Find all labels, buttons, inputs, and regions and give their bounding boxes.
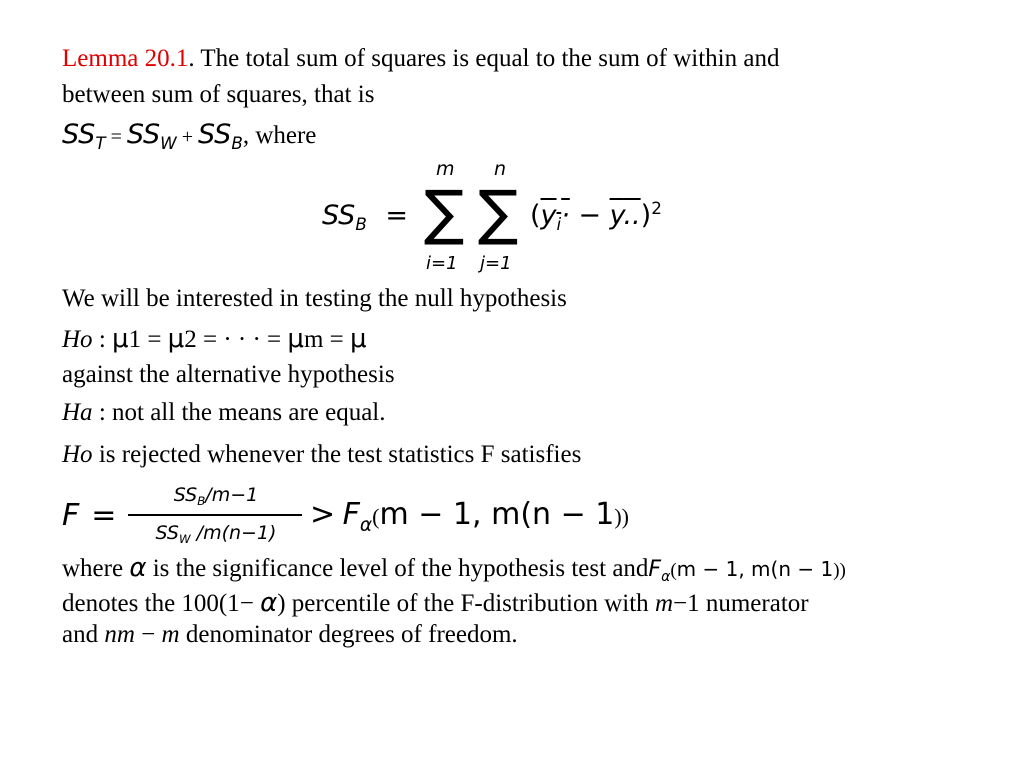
alpha-symbol: α: [129, 553, 147, 583]
sum2-upper: n: [494, 158, 507, 180]
lemma-text-2: between sum of squares, that is: [62, 81, 375, 108]
lemma-line-2: [62, 80, 374, 110]
rejection-rule: Ho is rejected whenever the test statistics F satisfies: [62, 441, 582, 468]
identity-where: , where: [242, 122, 317, 149]
h0-label: Ho: [62, 326, 93, 353]
summation-sign-1: ∑: [424, 178, 465, 248]
lemma-line-1: [62, 44, 779, 74]
alt-hypothesis-intro: against the alternative hypothesis: [62, 361, 395, 388]
ss-w-symbol: SS: [126, 119, 161, 150]
identity-plus: +: [176, 126, 198, 148]
f-fraction-bar: [128, 514, 302, 516]
mu-2: μ: [167, 324, 185, 354]
sum2-lower: j=1: [480, 253, 512, 274]
sum1-lower: i=1: [426, 253, 458, 274]
sum1-upper: m: [436, 158, 455, 180]
ss-b-subscript: B: [231, 132, 243, 153]
mu-common: μ: [350, 324, 367, 354]
identity-equals: =: [105, 126, 127, 148]
f-numerator: $SS_B/m-1$: [173, 484, 259, 509]
ha-label: Ha: [62, 399, 93, 426]
lemma-text-1: . The total sum of squares is equal to the sum of within and: [188, 45, 780, 72]
f-lhs: F =: [62, 498, 117, 533]
ssb-lhs: $SS_B$ =: [322, 200, 409, 234]
ss-t-subscript: T: [95, 132, 106, 153]
f-critical: > $F_\alpha(m - 1$, m(n − 1)): [310, 497, 629, 536]
summation-sign-2: ∑: [478, 178, 519, 248]
lemma-label: Lemma 20.1: [62, 45, 189, 72]
ss-b-symbol: SS: [198, 119, 232, 150]
ssb-equals: =: [385, 200, 409, 231]
sum-of-squares-identity: [62, 120, 316, 158]
explanation-line-3: and nm − m denominator degrees of freedom.: [62, 621, 518, 648]
alt-hypothesis: Ha : not all the means are equal.: [62, 399, 386, 426]
mu-m: μ: [287, 324, 304, 354]
f-denominator: $SS_W$ /m(n−1): [155, 522, 277, 547]
group-mean-symbol: $y_i\cdot$: [540, 200, 570, 234]
explanation-line-2: denotes the 100(1− α) percentile of the F-distribution with m−1 numerator: [62, 588, 809, 618]
null-hypothesis: Ho : μ1 = μ2 = · · · = μm = μ: [62, 324, 367, 354]
null-hypothesis-intro: We will be interested in testing the null hypothesis: [62, 285, 567, 312]
mu-1: μ: [112, 324, 129, 354]
explanation-line-1: where α is the significance level of the hypothesis test andF$_\alpha$(m − 1, m(n − 1)): [62, 553, 846, 585]
ss-t-symbol: SS: [62, 119, 96, 150]
ss-w-subscript: W: [160, 132, 177, 153]
ssb-power: 2: [651, 198, 662, 218]
ssb-summand: $(y_i\cdot - y..)^2$: [530, 198, 662, 234]
grand-mean-symbol: y..: [609, 200, 641, 232]
